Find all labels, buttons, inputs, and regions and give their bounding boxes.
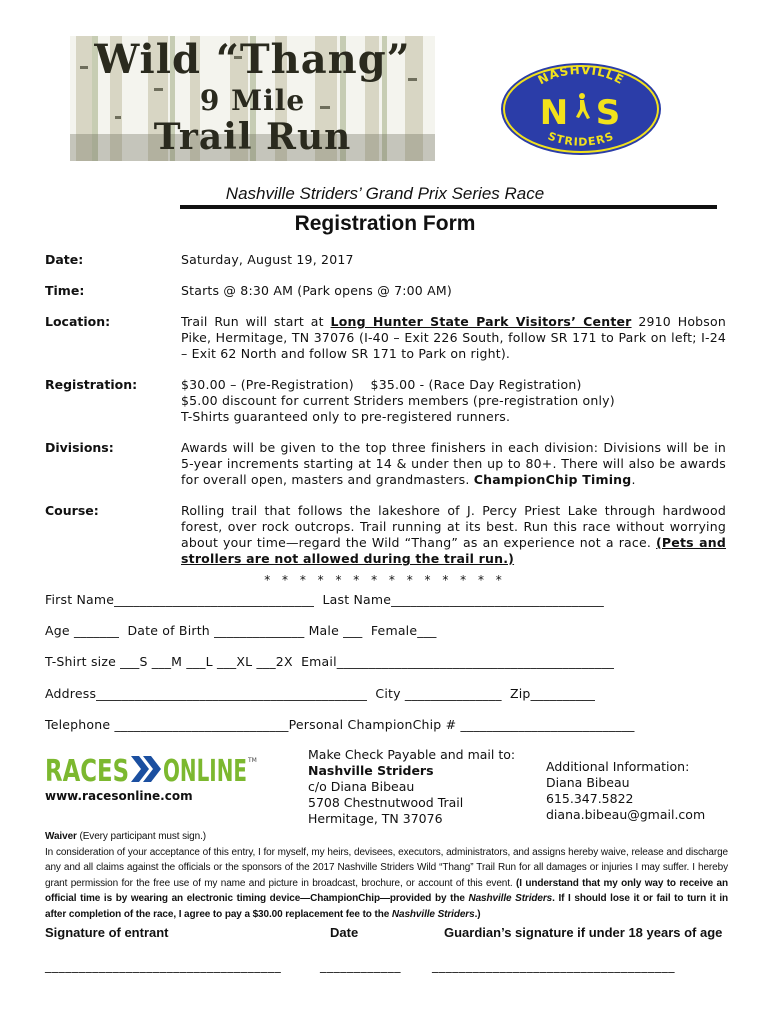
entrant-signature-label: Signature of entrant	[45, 925, 169, 940]
guardian-signature-label: Guardian’s signature if under 18 years of age	[444, 925, 723, 940]
contact-heading: Additional Information:	[546, 759, 690, 774]
age-dob-gender-fields[interactable]: Age _______ Date of Birth ______________ Male ___ Female___	[45, 623, 437, 638]
series-subtitle: Nashville Striders’ Grand Prix Series Race	[225, 184, 545, 203]
tshirt-note: T-Shirts guaranteed only to pre-registered runners.	[181, 409, 511, 424]
title-divider	[180, 205, 717, 209]
date-value: Saturday, August 19, 2017	[181, 252, 354, 267]
location-value: Trail Run will start at Long Hunter State Park Visitors’ Center 2910 Hobson Pike, Hermitage, TN 37076 (I-40 – Exit 226 South, follow SR 171 to Park on left; I-24 – Exit 62 North and follow SR 171 to Park on right).	[181, 314, 726, 361]
logo-n: N	[539, 93, 569, 133]
entrant-signature-line[interactable]: ___________________________________	[45, 958, 282, 973]
payee-street: 5708 Chestnutwood Trail	[308, 795, 464, 810]
phone-chip-fields[interactable]: Telephone ___________________________Personal ChampionChip # ___________________________	[45, 717, 635, 732]
mail-payment-block	[308, 747, 515, 827]
time-value: Starts @ 8:30 AM (Park opens @ 7:00 AM)	[181, 283, 452, 298]
payable-instruction: Make Check Payable and mail to:	[308, 747, 516, 762]
name-fields[interactable]: First Name_______________________________ Last Name_________________________________	[45, 592, 604, 607]
nashville-striders-logo	[500, 62, 662, 156]
date-label: Date:	[45, 252, 84, 267]
section-separator: * * * * * * * * * * * * * *	[264, 573, 506, 587]
trail-run-logo	[70, 36, 435, 161]
contact-phone: 615.347.5822	[546, 791, 634, 806]
course-label: Course:	[45, 503, 99, 518]
guardian-signature-line[interactable]: ____________________________________	[432, 958, 675, 973]
divisions-value: Awards will be given to the top three finishers in each division: Divisions will be in 5-year increments starting at 14 & under then up to 80+. There will also be awards for overall open, masters and grandmasters. ChampionChip Timing.	[181, 440, 726, 487]
course-value: Rolling trail that follows the lakeshore of J. Percy Priest Lake through hardwood forest, over rock outcrops. Trail running at its best. Run this race without worrying about your time—regard the Wild “Thang” as an experience not a race. (Pets and strollers are not allowed during the trail run.)	[181, 503, 727, 566]
pets-strollers-note: (Pets and strollers are not allowed during the trail run.)	[181, 535, 727, 566]
page-title: Registration Form	[294, 212, 476, 235]
logo-line-3: Trail Run	[153, 116, 352, 158]
divisions-label: Divisions:	[45, 440, 114, 455]
online-text: ONLINE	[163, 754, 247, 786]
logo-top-text: NASHVILLE	[535, 62, 627, 88]
payee-care-of: c/o Diana Bibeau	[308, 779, 415, 794]
location-label: Location:	[45, 314, 111, 329]
contact-email: diana.bibeau@gmail.com	[546, 807, 706, 822]
double-chevron-icon	[131, 756, 161, 782]
venue-name: Long Hunter State Park Visitors’ Center	[330, 314, 632, 329]
trademark: TM	[248, 757, 257, 764]
date-signature-label: Date	[330, 925, 359, 940]
logo-line-1: Wild “Thang”	[94, 36, 411, 83]
address-fields[interactable]: Address__________________________________________ City _______________ Zip__________	[45, 686, 596, 701]
racesonline-url[interactable]: www.racesonline.com	[45, 789, 193, 803]
races-text: RACES	[45, 754, 129, 786]
registration-label: Registration:	[45, 377, 138, 392]
registration-fees: $30.00 – (Pre-Registration) $35.00 - (Race Day Registration)	[181, 377, 582, 392]
contact-block	[546, 759, 705, 823]
contact-name: Diana Bibeau	[546, 775, 630, 790]
member-discount: $5.00 discount for current Striders members (pre-registration only)	[181, 393, 615, 408]
payee-name: Nashville Striders	[308, 763, 434, 778]
logo-s: S	[595, 93, 621, 133]
logo-bottom-text: STRIDERS	[546, 129, 616, 149]
racesonline-logo	[45, 752, 257, 786]
time-label: Time:	[45, 283, 85, 298]
waiver-title: Waiver	[45, 831, 77, 842]
tshirt-email-fields[interactable]: T-Shirt size ___S ___M ___L ___XL ___2X Email___________________________________________	[45, 654, 615, 669]
registration-value	[181, 377, 726, 425]
logo-line-2: 9 Mile	[199, 84, 306, 117]
payee-city: Hermitage, TN 37076	[308, 811, 443, 826]
waiver-text: Waiver (Every participant must sign.) In consideration of your acceptance of this entry, I for myself, my heirs, devisees, executors, administrators, and assigns hereby waive, release and discharge any and all claims against the officials or the sponsors of the 2017 Nashville Striders Wild “Thang” Trail Run for all damages or injuries I may suffer. I hereby grant permission for the free use of my name and picture in broadcast, brochure, or account of this event. (I understand that my only way to receive an official time is by wearing an electronic timing device—ChampionChip—provided by the Nashville Striders. If I should lose it or fail to turn it in after completion of the race, I agree to pay a $30.00 replacement fee to the Nashville Striders.)	[45, 831, 729, 920]
timing-note: ChampionChip Timing	[473, 472, 632, 487]
date-signature-line[interactable]: ____________	[320, 958, 401, 973]
